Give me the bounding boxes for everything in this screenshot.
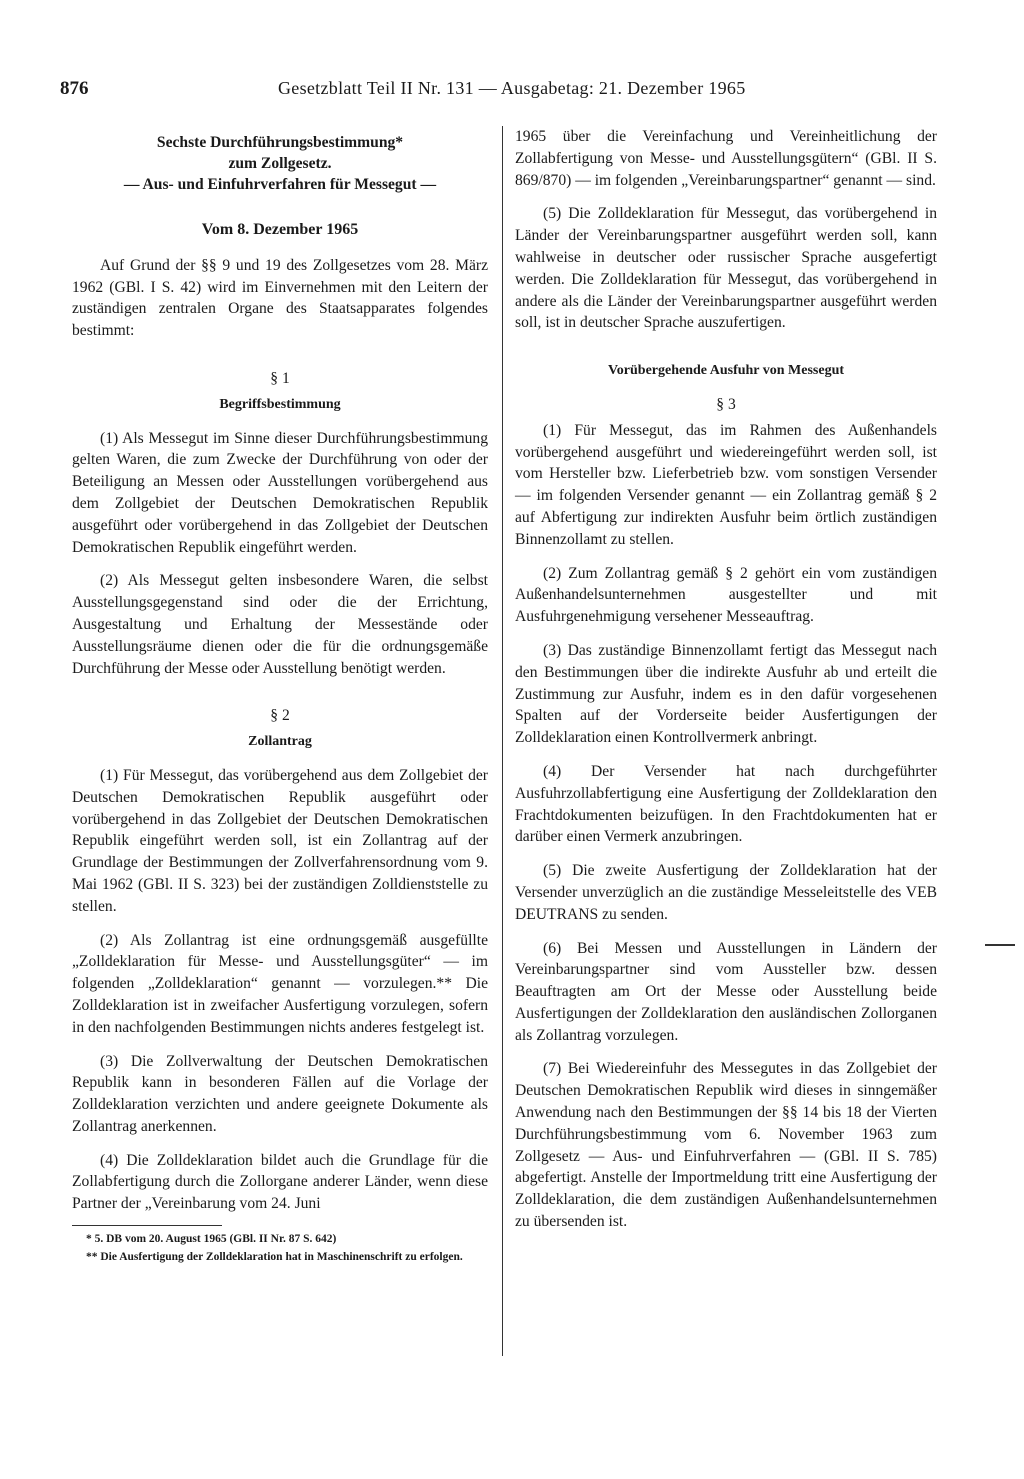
section-3-paragraph-1: (1) Für Messegut, das im Rahmen des Außenhandels vorübergehend ausgeführt und wiedereingeführt werden soll, ist vom Hersteller bzw. Lieferbetrieb bzw. vom sonstigen Versender — im folgenden Versender genannt — ein Zollantrag gemäß § 2 auf Abfertigung zur indirekten Ausfuhr beim örtlich zuständigen Binnenzollamt zu stellen. [515, 421, 937, 548]
document-date: Vom 8. Dezember 1965 [201, 221, 359, 238]
section-2-paragraph-4-continued: 1965 über die Vereinfachung und Vereinheitlichung der Zollabfertigung von Messe- und Ausstellungsgütern“ (GBl. II S. 869/870) — im folgenden „Vereinbarungspartner“ genannt — sind. [515, 128, 937, 189]
section-2-paragraph-2: (2) Als Zollantrag ist eine ordnungsgemäß ausgefüllte „Zolldeklaration für Messe- und Ausstellungsgüter“ — im folgenden „Zolldeklaration“ genannt — vorzulegen.** Die Zolldeklaration ist in zweifacher Ausfertigung vorzulegen, sofern in den nachfolgenden Bestimmungen nichts anderes festgelegt ist. [72, 931, 488, 1036]
title-line-2: zum Zollgesetz. [228, 155, 332, 172]
column-divider [502, 126, 503, 1356]
title-line-1: Sechste Durchführungsbestimmung* [156, 134, 404, 151]
section-3-number: § 3 [716, 395, 736, 413]
section-2-paragraph-4: (4) Die Zolldeklaration bildet auch die Grundlage für die Zollabfertigung durch die Zollorgane anderer Länder, wenn diese Partner der „Vereinbarung vom 24. Juni [72, 1151, 488, 1213]
section-3-paragraph-2: (2) Zum Zollantrag gemäß § 2 gehört ein vom zuständigen Außenhandelsunternehmen ausgestellter und mit Ausfuhrgenehmigung versehener Messeauftrag. [515, 564, 937, 626]
footnote-2: ** Die Ausfertigung der Zolldeklaration hat in Maschinenschrift zu erfolgen. [86, 1251, 463, 1264]
section-3-paragraph-4: (4) Der Versender hat nach durchgeführter Ausfuhrzollabfertigung eine Ausfertigung der Zolldeklaration den Frachtdokumenten beizufügen. In den Frachtdokumenten hat er darüber einen Vermerk anzubringen. [515, 762, 937, 846]
margin-mark [985, 944, 1015, 946]
preamble: Auf Grund der §§ 9 und 19 des Zollgesetzes vom 28. März 1962 (GBl. I S. 42) wird im Einvernehmen mit den Leitern der zuständigen zentralen Organe des Staatsapparates folgendes bestimmt: [72, 256, 488, 340]
running-head: Gesetzblatt Teil II Nr. 131 — Ausgabetag: 21. Dezember 1965 [278, 78, 746, 98]
section-1-number: § 1 [270, 369, 290, 387]
section-2-paragraph-1: (1) Für Messegut, das vorübergehend aus dem Zollgebiet der Deutschen Demokratischen Republik ausgeführt oder vorübergehend in das Zollgebiet der Deutschen Demokratischen Republik eingeführt werden soll, ist ein Zollantrag auf der Grundlage der Bestimmungen der Zollverfahrensordnung vom 9. Mai 1962 (GBl. II S. 323) bei der zuständigen Zolldienststelle zu stellen. [72, 766, 488, 915]
page-number: 876 [60, 78, 89, 99]
left-column [72, 126, 488, 1268]
section-3-paragraph-6: (6) Bei Messen und Ausstellungen in Ländern der Vereinbarungspartner sind vom Aussteller bzw. dessen Beauftragten am Ort der Messe oder Ausstellung beide Ausfertigungen der Zolldeklaration den ausländischen Zollorganen als Zollantrag vorzulegen. [515, 939, 937, 1044]
section-2-paragraph-3: (3) Die Zollverwaltung der Deutschen Demokratischen Republik kann in besonderen Fällen auf die Vorlage der Zolldeklaration verzichten und andere geeignete Dokumente als Zollantrag anerkennen. [72, 1052, 488, 1135]
section-1-paragraph-1: (1) Als Messegut im Sinne dieser Durchführungsbestimmung gelten Waren, die zum Zwecke der Durchführung von oder der Beteiligung an Messen oder Ausstellungen vorübergehend aus dem Zollgebiet der Deutschen Demokratischen Republik ausgeführt oder vorübergehend in das Zollgebiet der Deutschen Demokratischen Republik eingeführt werden. [72, 429, 488, 556]
section-2-number: § 2 [270, 707, 290, 725]
section-2-paragraph-5: (5) Die Zolldeklaration für Messegut, das vorübergehend in Länder der Vereinbarungspartner ausgeführt werden soll, kann wahlweise in deutscher oder russischer Sprache ausgefertigt werden. Die Zolldeklaration für Messegut, das vorübergehend in andere als die Länder der Vereinbarungspartner ausgeführt werden soll, ist in deutscher Sprache auszufertigen. [515, 205, 937, 332]
section-3-paragraph-3: (3) Das zuständige Binnenzollamt fertigt das Messegut nach den Bestimmungen über die indirekte Ausfuhr ab und erteilt die Zustimmung zur Ausfuhr, indem es in den dafür vorgesehenen Spalten auf der Vorderseite beider Ausfertigungen der Zolldeklaration einen Kontrollvermerk anbringt. [515, 641, 937, 747]
title-line-3: — Aus- und Einfuhrverfahren für Messegut — [123, 176, 437, 193]
section-1-paragraph-2: (2) Als Messegut gelten insbesondere Waren, die selbst Ausstellungsgegenstand sind oder die der Errichtung, Ausgestaltung und Erhaltung der Messestände oder Ausstellungsräume dienen oder die für die ordnungsgemäße Durchführung der Messe oder Ausstellung benötigt werden. [72, 572, 488, 677]
right-column [515, 126, 937, 1245]
section-3-paragraph-5: (5) Die zweite Ausfertigung der Zolldeklaration hat der Versender unverzüglich an die zuständige Messeleitstelle des VEB DEUTRANS zu senden. [515, 862, 937, 923]
section-1-heading: Begriffsbestimmung [219, 396, 341, 412]
section-2-heading: Zollantrag [248, 734, 312, 750]
section-3-paragraph-7: (7) Bei Wiedereinfuhr des Messegutes in das Zollgebiet der Deutschen Demokratischen Republik wird dieses in sinngemäßer Anwendung nach den Bestimmungen der §§ 14 bis 18 der Vierten Durchführungsbestimmung vom 6. November 1963 zum Zollgesetz — Aus- und Einfuhrverfahren — (GBl. II S. 785) abgefertigt. Anstelle der Importmeldung tritt eine Ausfertigung der Zolldeklaration, die dem zuständigen Außenhandelsunternehmen zu übersenden ist. [515, 1060, 937, 1231]
section-3-heading: Vorübergehende Ausfuhr von Messegut [607, 363, 845, 379]
footnote-1: * 5. DB vom 20. August 1965 (GBl. II Nr. 87 S. 642) [86, 1233, 337, 1246]
footnote-rule [72, 1225, 222, 1232]
document-title [72, 132, 488, 195]
page-header [60, 70, 960, 110]
